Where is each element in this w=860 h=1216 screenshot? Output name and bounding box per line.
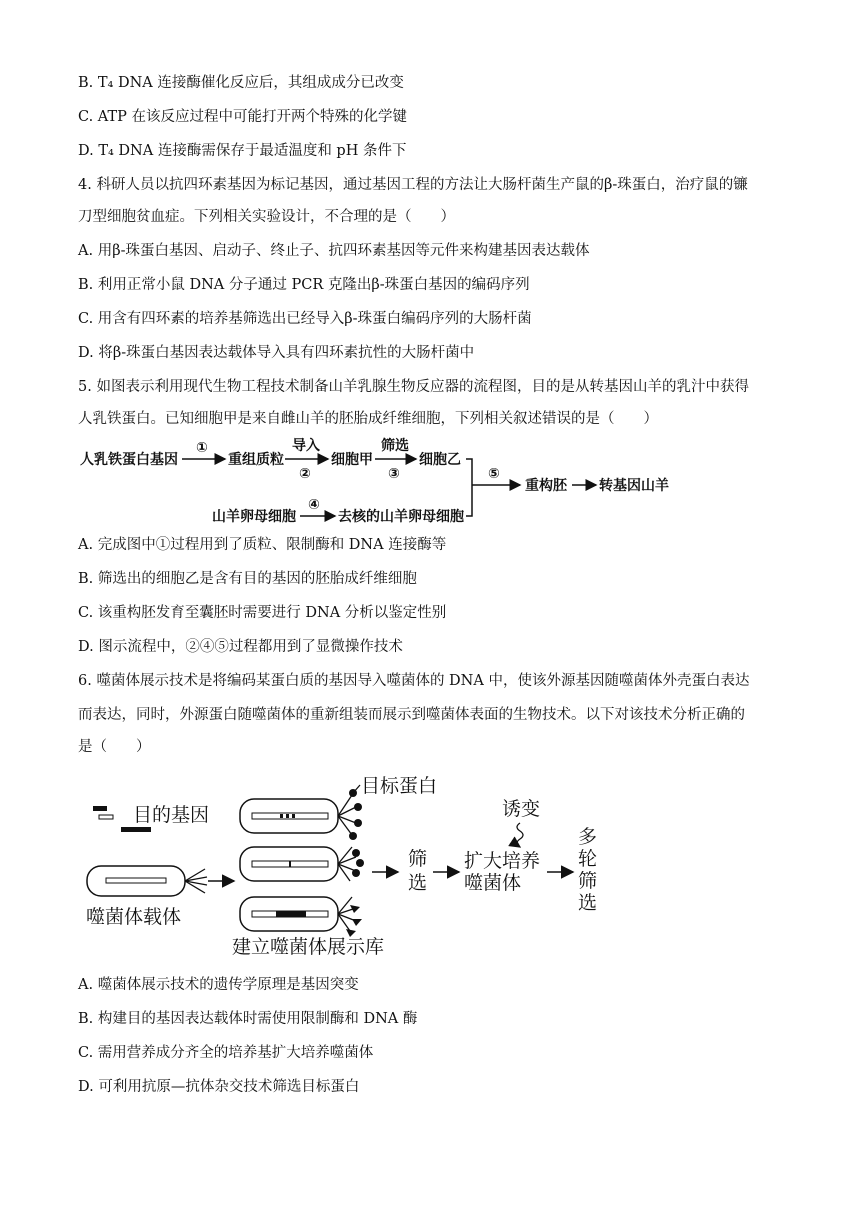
multi-round-label-3: 筛 [578,870,598,892]
q5-goat-label: 转基因山羊 [599,478,669,494]
q4-option-c: C. 用含有四环素的培养基筛选出已经导入β-珠蛋白编码序列的大肠杆菌 [78,311,532,327]
expand-phage-label: 噬菌体 [464,872,522,894]
q6-stem-line-2: 而表达，同时，外源蛋白随噬菌体的重新组装而展示到噬菌体表面的生物技术。以下对该技术分析正确的 [78,707,745,723]
q5-embryo-label: 重构胚 [525,478,567,494]
q5-import-label: 导入 [292,438,320,454]
q5-option-c: C. 该重构胚发育至囊胚时需要进行 DNA 分析以鉴定性别 [78,605,447,621]
vector-tail-fibers [185,869,207,893]
q5-stem-line-1: 5. 如图表示利用现代生物工程技术制备山羊乳腺生物反应器的流程图，目的是从转基因山羊的乳汁中获得 [78,379,749,395]
phage-vector-label: 噬菌体载体 [86,906,182,928]
multi-round-label-4: 选 [578,892,598,914]
q5-stem-line-2: 人乳铁蛋白。已知细胞甲是来自雌山羊的胚胎成纤维细胞，下列相关叙述错误的是（ ） [78,411,658,427]
phage-vector-shape [87,866,185,896]
q5-screen-label: 筛选 [381,438,409,454]
q5-oocyte-label: 山羊卵母细胞 [212,509,296,525]
q5-plasmid-label: 重组质粒 [228,452,284,468]
q4-option-b: B. 利用正常小鼠 DNA 分子通过 PCR 克隆出β-珠蛋白基因的编码序列 [78,277,530,293]
q6-stem-line-1: 6. 噬菌体展示技术是将编码某蛋白质的基因导入噬菌体的 DNA 中，使该外源基因随噬菌体外壳蛋白表达 [78,673,750,689]
q5-cell-b-label: 细胞乙 [419,452,461,468]
q5-step2-label: ② [299,466,311,482]
q3-option-c: C. ATP 在该反应过程中可能打开两个特殊的化学键 [78,109,408,125]
mutagenesis-label: 诱变 [502,798,541,820]
q5-step1-label: ① [196,440,208,456]
q5-option-a: A. 完成图中①过程用到了质粒、限制酶和 DNA 连接酶等 [78,537,447,553]
multi-round-label-2: 轮 [578,848,598,870]
q5-flow-diagram [0,432,860,532]
mutagenesis-wavy-arrow [517,823,523,847]
q5-step4-label: ④ [308,497,320,513]
q6-option-c: C. 需用营养成分齐全的培养基扩大培养噬菌体 [78,1045,374,1061]
target-protein-label: 目标蛋白 [361,775,438,797]
q3-option-d: D. T₄ DNA 连接酶需保存于最适温度和 pH 条件下 [78,143,407,159]
variant-protein-triangles [346,905,362,937]
q5-step3-label: ③ [388,466,400,482]
q3-option-b: B. T₄ DNA 连接酶催化反应后，其组成成分已改变 [78,75,404,91]
q5-option-b: B. 筛选出的细胞乙是含有目的基因的胚胎成纤维细胞 [78,571,417,587]
q5-gene-label: 人乳铁蛋白基因 [80,452,178,468]
q4-option-a: A. 用β-珠蛋白基因、启动子、终止子、抗四环素基因等元件来构建基因表达载体 [78,243,590,259]
q6-option-b: B. 构建目的基因表达载体时需使用限制酶和 DNA 酶 [78,1011,418,1027]
q6-stem-line-3: 是（ ） [78,739,151,755]
q5-option-d: D. 图示流程中，②④⑤过程都用到了显微操作技术 [78,639,403,655]
multi-round-label-1: 多 [578,826,598,848]
q6-option-d: D. 可利用抗原—抗体杂交技术筛选目标蛋白 [78,1079,360,1095]
q4-option-d: D. 将β-珠蛋白基因表达载体导入具有四环素抗性的大肠杆菌中 [78,345,475,361]
q4-stem-line-2: 刀型细胞贫血症。下列相关实验设计，不合理的是（ ） [78,209,455,225]
target-gene-label: 目的基因 [133,804,210,826]
screen-label-2: 选 [408,872,428,894]
q5-step5-label: ⑤ [488,466,500,482]
q5-cell-a-label: 细胞甲 [331,452,373,468]
q4-stem-line-1: 4. 科研人员以抗四环素基因为标记基因，通过基因工程的方法让大肠杆菌生产鼠的β-珠蛋白，治疗鼠的镰 [78,177,748,193]
screen-label-1: 筛 [408,848,428,870]
expand-culture-label: 扩大培养 [464,850,541,872]
q5-enucleated-label: 去核的山羊卵母细胞 [338,509,464,525]
q6-option-a: A. 噬菌体展示技术的遗传学原理是基因突变 [78,977,359,993]
q6-phage-display-diagram [0,765,860,965]
library-label: 建立噬菌体展示库 [232,936,385,958]
q5-merge-bracket [466,459,472,516]
